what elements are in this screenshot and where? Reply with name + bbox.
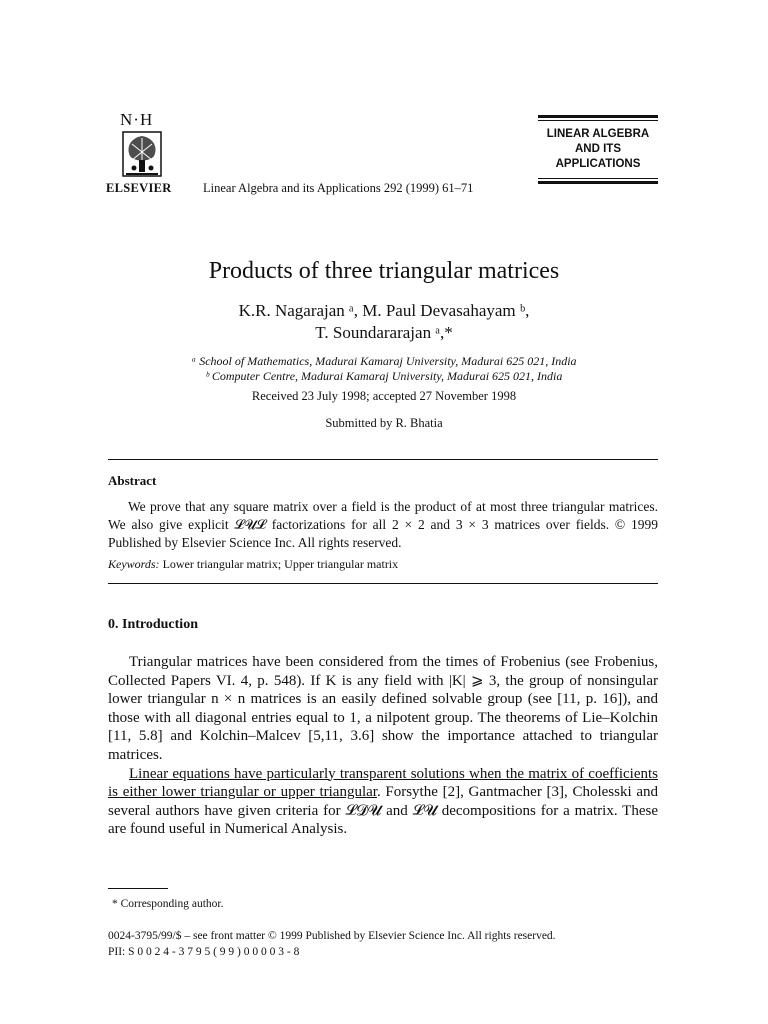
keywords-label: Keywords: <box>108 557 160 571</box>
underlined-sentence: Linear equations have particularly transparent solutions when the matrix of coefficients is either lower triangular or upper triangular <box>108 765 658 801</box>
affiliation-a: ᵃ School of Mathematics, Madurai Kamaraj University, Madurai 625 021, India <box>191 354 577 368</box>
keywords <box>108 557 398 572</box>
journal-title <box>538 127 658 172</box>
affiliation-b: ᵇ Computer Centre, Madurai Kamaraj University, Madurai 625 021, India <box>205 369 563 383</box>
abstract-heading: Abstract <box>108 473 157 488</box>
elsevier-tree-icon <box>120 130 164 180</box>
keywords-list: Lower triangular matrix; Upper triangular matrix <box>162 557 399 571</box>
footnote-rule <box>108 888 168 889</box>
journal-title-line: APPLICATIONS <box>555 158 641 170</box>
body-text <box>108 653 658 839</box>
paragraph <box>108 765 658 839</box>
abstract-text: We prove that any square matrix over a field is the product of at most three triangular matrices. We also give explicit 𝓛𝓤𝓛 factorizations for all 2 × 2 and 3 × 3 matrices over fields. © 1999 Published by Elsevier Science Inc. All rights reserved. <box>108 499 658 550</box>
abstract-rule-top <box>108 459 658 460</box>
author-list <box>0 300 768 344</box>
journal-rule-top <box>538 115 658 118</box>
submitted-by: Submitted by R. Bhatia <box>325 416 443 430</box>
journal-rule-bottom <box>538 181 658 184</box>
abstract-rule-bottom <box>108 583 658 584</box>
authors-line: K.R. Nagarajan ᵃ, M. Paul Devasahayam ᵇ, <box>238 301 530 320</box>
publisher-name: ELSEVIER <box>106 181 172 195</box>
journal-citation: Linear Algebra and its Applications 292 (1999) 61–71 <box>203 181 474 195</box>
journal-title-block <box>538 115 658 184</box>
logo-monogram: N·H <box>120 110 154 129</box>
front-matter <box>108 928 556 960</box>
publisher-logo <box>106 110 176 200</box>
journal-title-line: LINEAR ALGEBRA <box>546 128 650 140</box>
footnote: * Corresponding author. <box>112 898 224 910</box>
paragraph-continuation: . Forsythe [2], Gantmacher [3], Cholesski and several authors have given criteria for 𝓛𝓓𝓤 and 𝓛𝓤 decompositions for a matrix. These are found useful in Numerical Analysis. <box>108 784 658 838</box>
paper-title: Products of three triangular matrices <box>208 258 560 284</box>
paragraph: Triangular matrices have been considered from the times of Frobenius (see Frobenius, Collected Papers VI. 4, p. 548). If K is any field with |K| ⩾ 3, the group of nonsingular lower triangular n × n matrices is an easily defined solvable group (see [11, p. 16]), and those with all diagonal entries equal to 1, a nilpotent group. The theorems of Lie–Kolchin [11, 5.8] and Kolchin–Malcev [5,11, 3.6] show the importance attached to triangular matrices. <box>108 654 658 763</box>
received-dates: Received 23 July 1998; accepted 27 November 1998 <box>251 389 517 403</box>
affiliations <box>0 354 768 384</box>
copyright-line: 0024-3795/99/$ – see front matter © 1999 Published by Elsevier Science Inc. All rights reserved. <box>108 930 556 942</box>
journal-title-line: AND ITS <box>575 143 621 155</box>
journal-rule-bottom-thin <box>538 178 658 179</box>
authors-line: T. Soundararajan ᵃ,* <box>315 323 453 342</box>
pii-line: PII: S 0 0 2 4 - 3 7 9 5 ( 9 9 ) 0 0 0 0 3 - 8 <box>108 946 300 958</box>
journal-rule-top-thin <box>538 120 658 121</box>
section-heading: 0. Introduction <box>108 617 198 632</box>
